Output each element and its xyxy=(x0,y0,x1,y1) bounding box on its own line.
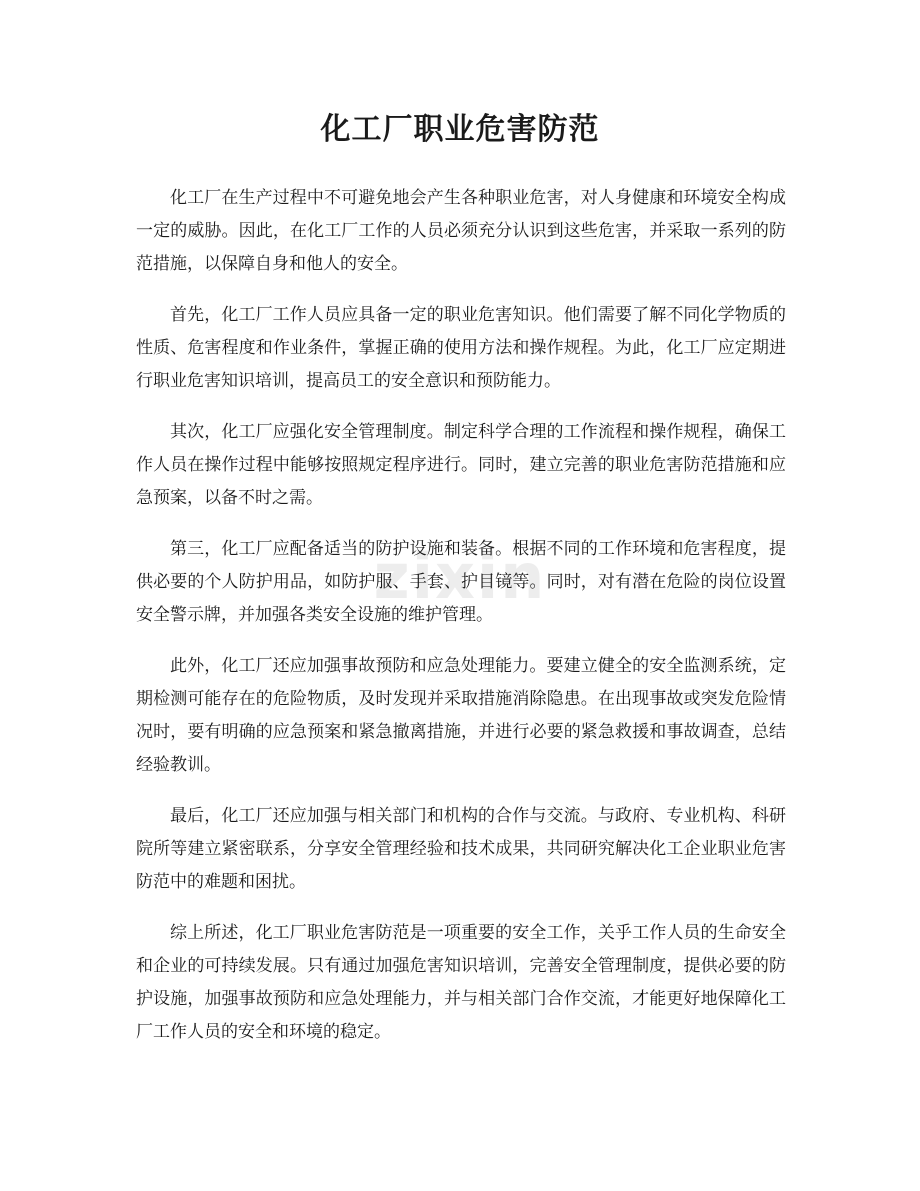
paragraph-intro: 化工厂在生产过程中不可避免地会产生各种职业危害，对人身健康和环境安全构成一定的威胁。因此，在化工厂工作的人员必须充分认识到这些危害，并采取一系列的防范措施，以保障自身和他人的安全。 xyxy=(136,188,786,274)
paragraph-emergency: 此外，化工厂还应加强事故预防和应急处理能力。要建立健全的安全监测系统，定期检测可能存在的危险物质，及时发现并采取措施消除隐患。在出现事故或突发危险情况时，要有明确的应急预案和紧急撤离措施，并进行必要的紧急救援和事故调查，总结经验教训。 xyxy=(136,656,786,775)
paragraph-knowledge: 首先，化工厂工作人员应具备一定的职业危害知识。他们需要了解不同化学物质的性质、危害程度和作业条件，掌握正确的使用方法和操作规程。为此，化工厂应定期进行职业危害知识培训，提高员工的安全意识和预防能力。 xyxy=(136,305,786,391)
document-title: 化工厂职业危害防范 xyxy=(320,112,600,147)
watermark-text: zixin xyxy=(373,540,547,613)
paragraph-cooperation: 最后，化工厂还应加强与相关部门和机构的合作与交流。与政府、专业机构、科研院所等建立紧密联系，分享安全管理经验和技术成果，共同研究解决化工企业职业危害防范中的难题和困扰。 xyxy=(136,806,786,892)
document-body xyxy=(136,182,786,1067)
paragraph-protection: 第三，化工厂应配备适当的防护设施和装备。根据不同的工作环境和危害程度，提供必要的个人防护用品，如防护服、手套、护目镜等。同时，对有潜在危险的岗位设置安全警示牌，并加强各类安全设施的维护管理。 xyxy=(136,539,786,625)
paragraph-management: 其次，化工厂应强化安全管理制度。制定科学合理的工作流程和操作规程，确保工作人员在操作过程中能够按照规定程序进行。同时，建立完善的职业危害防范措施和应急预案，以备不时之需。 xyxy=(136,422,786,508)
paragraph-conclusion: 综上所述，化工厂职业危害防范是一项重要的安全工作，关乎工作人员的生命安全和企业的可持续发展。只有通过加强危害知识培训，完善安全管理制度，提供必要的防护设施，加强事故预防和应急处理能力，并与相关部门合作交流，才能更好地保障化工厂工作人员的安全和环境的稳定。 xyxy=(136,923,786,1042)
